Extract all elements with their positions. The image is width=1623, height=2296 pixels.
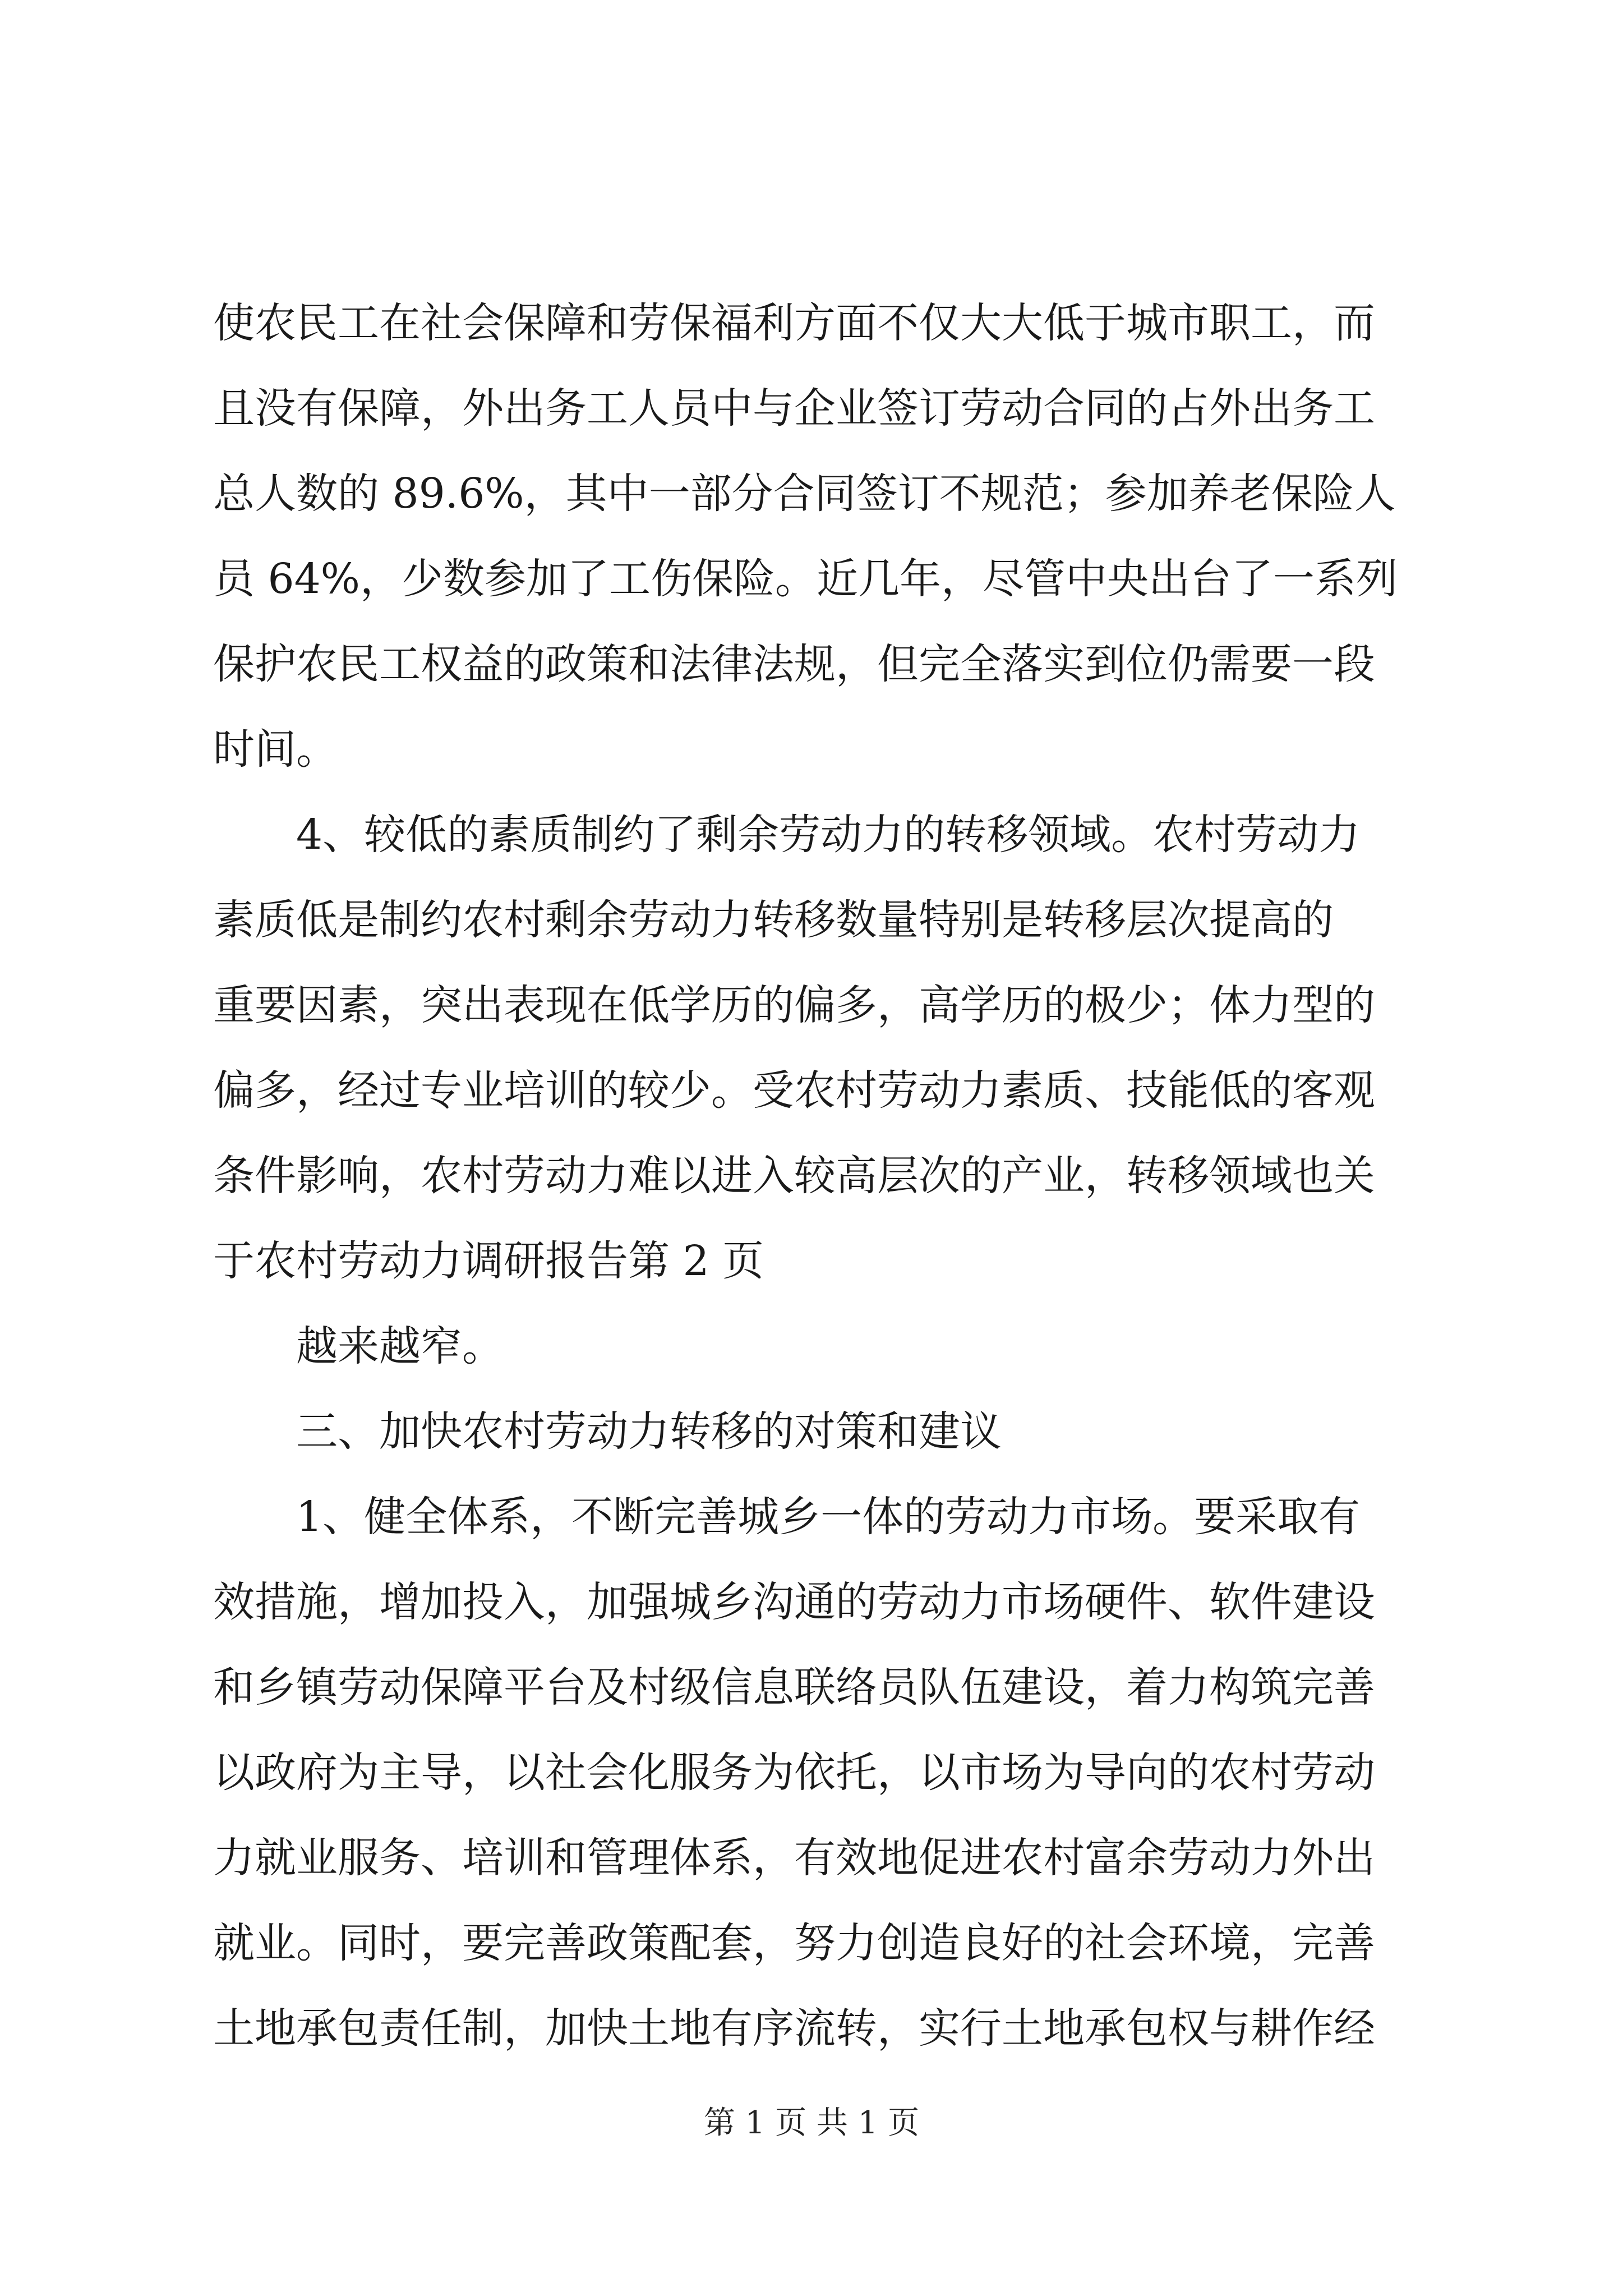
text-line: 素质低是制约农村剩余劳动力转移数量特别是转移层次提高的 (213, 896, 1334, 944)
text-line: 4、较低的素质制约了剩余劳动力的转移领域。农村劳动力 (296, 811, 1361, 859)
text-line: 员 64%，少数参加了工伤保险。近几年，尽管中央出台了一系列 (213, 555, 1398, 603)
text-line: 偏多，经过专业培训的较少。受农村劳动力素质、技能低的客观 (213, 1066, 1375, 1115)
text-line: 效措施，增加投入，加强城乡沟通的劳动力市场硬件、软件建设 (213, 1578, 1375, 1626)
text-line: 于农村劳动力调研报告第 2 页 (213, 1237, 764, 1285)
text-line: 和乡镇劳动保障平台及村级信息联络员队伍建设，着力构筑完善 (213, 1663, 1375, 1711)
text-line: 就业。同时，要完善政策配套，努力创造良好的社会环境，完善 (213, 1919, 1375, 1967)
text-line: 力就业服务、培训和管理体系，有效地促进农村富余劳动力外出 (213, 1834, 1375, 1882)
text-line: 且没有保障，外出务工人员中与企业签订劳动合同的占外出务工 (213, 384, 1375, 432)
text-line: 条件影响，农村劳动力难以进入较高层次的产业，转移领域也关 (213, 1152, 1375, 1200)
page-number-label: 第 1 页 共 1 页 (703, 2105, 920, 2141)
section-heading: 三、加快农村劳动力转移的对策和建议 (296, 1407, 1002, 1456)
text-line: 时间。 (213, 725, 338, 774)
text-line: 使农民工在社会保障和劳保福利方面不仅大大低于城市职工，而 (213, 299, 1375, 347)
text-line: 重要因素，突出表现在低学历的偏多，高学历的极少；体力型的 (213, 981, 1375, 1029)
text-line: 1、健全体系，不断完善城乡一体的劳动力市场。要采取有 (296, 1493, 1361, 1541)
text-line: 土地承包责任制，加快土地有序流转，实行土地承包权与耕作经 (213, 2004, 1375, 2053)
text-line: 以政府为主导，以社会化服务为依托，以市场为导向的农村劳动 (213, 1749, 1375, 1797)
text-line: 保护农民工权益的政策和法律法规，但完全落实到位仍需要一段 (213, 640, 1375, 688)
text-line: 越来越窄。 (296, 1322, 504, 1370)
text-line: 总人数的 89.6%，其中一部分合同签订不规范；参加养老保险人 (213, 470, 1396, 518)
document-body (213, 280, 1408, 2071)
page-footer (0, 2104, 1623, 2143)
